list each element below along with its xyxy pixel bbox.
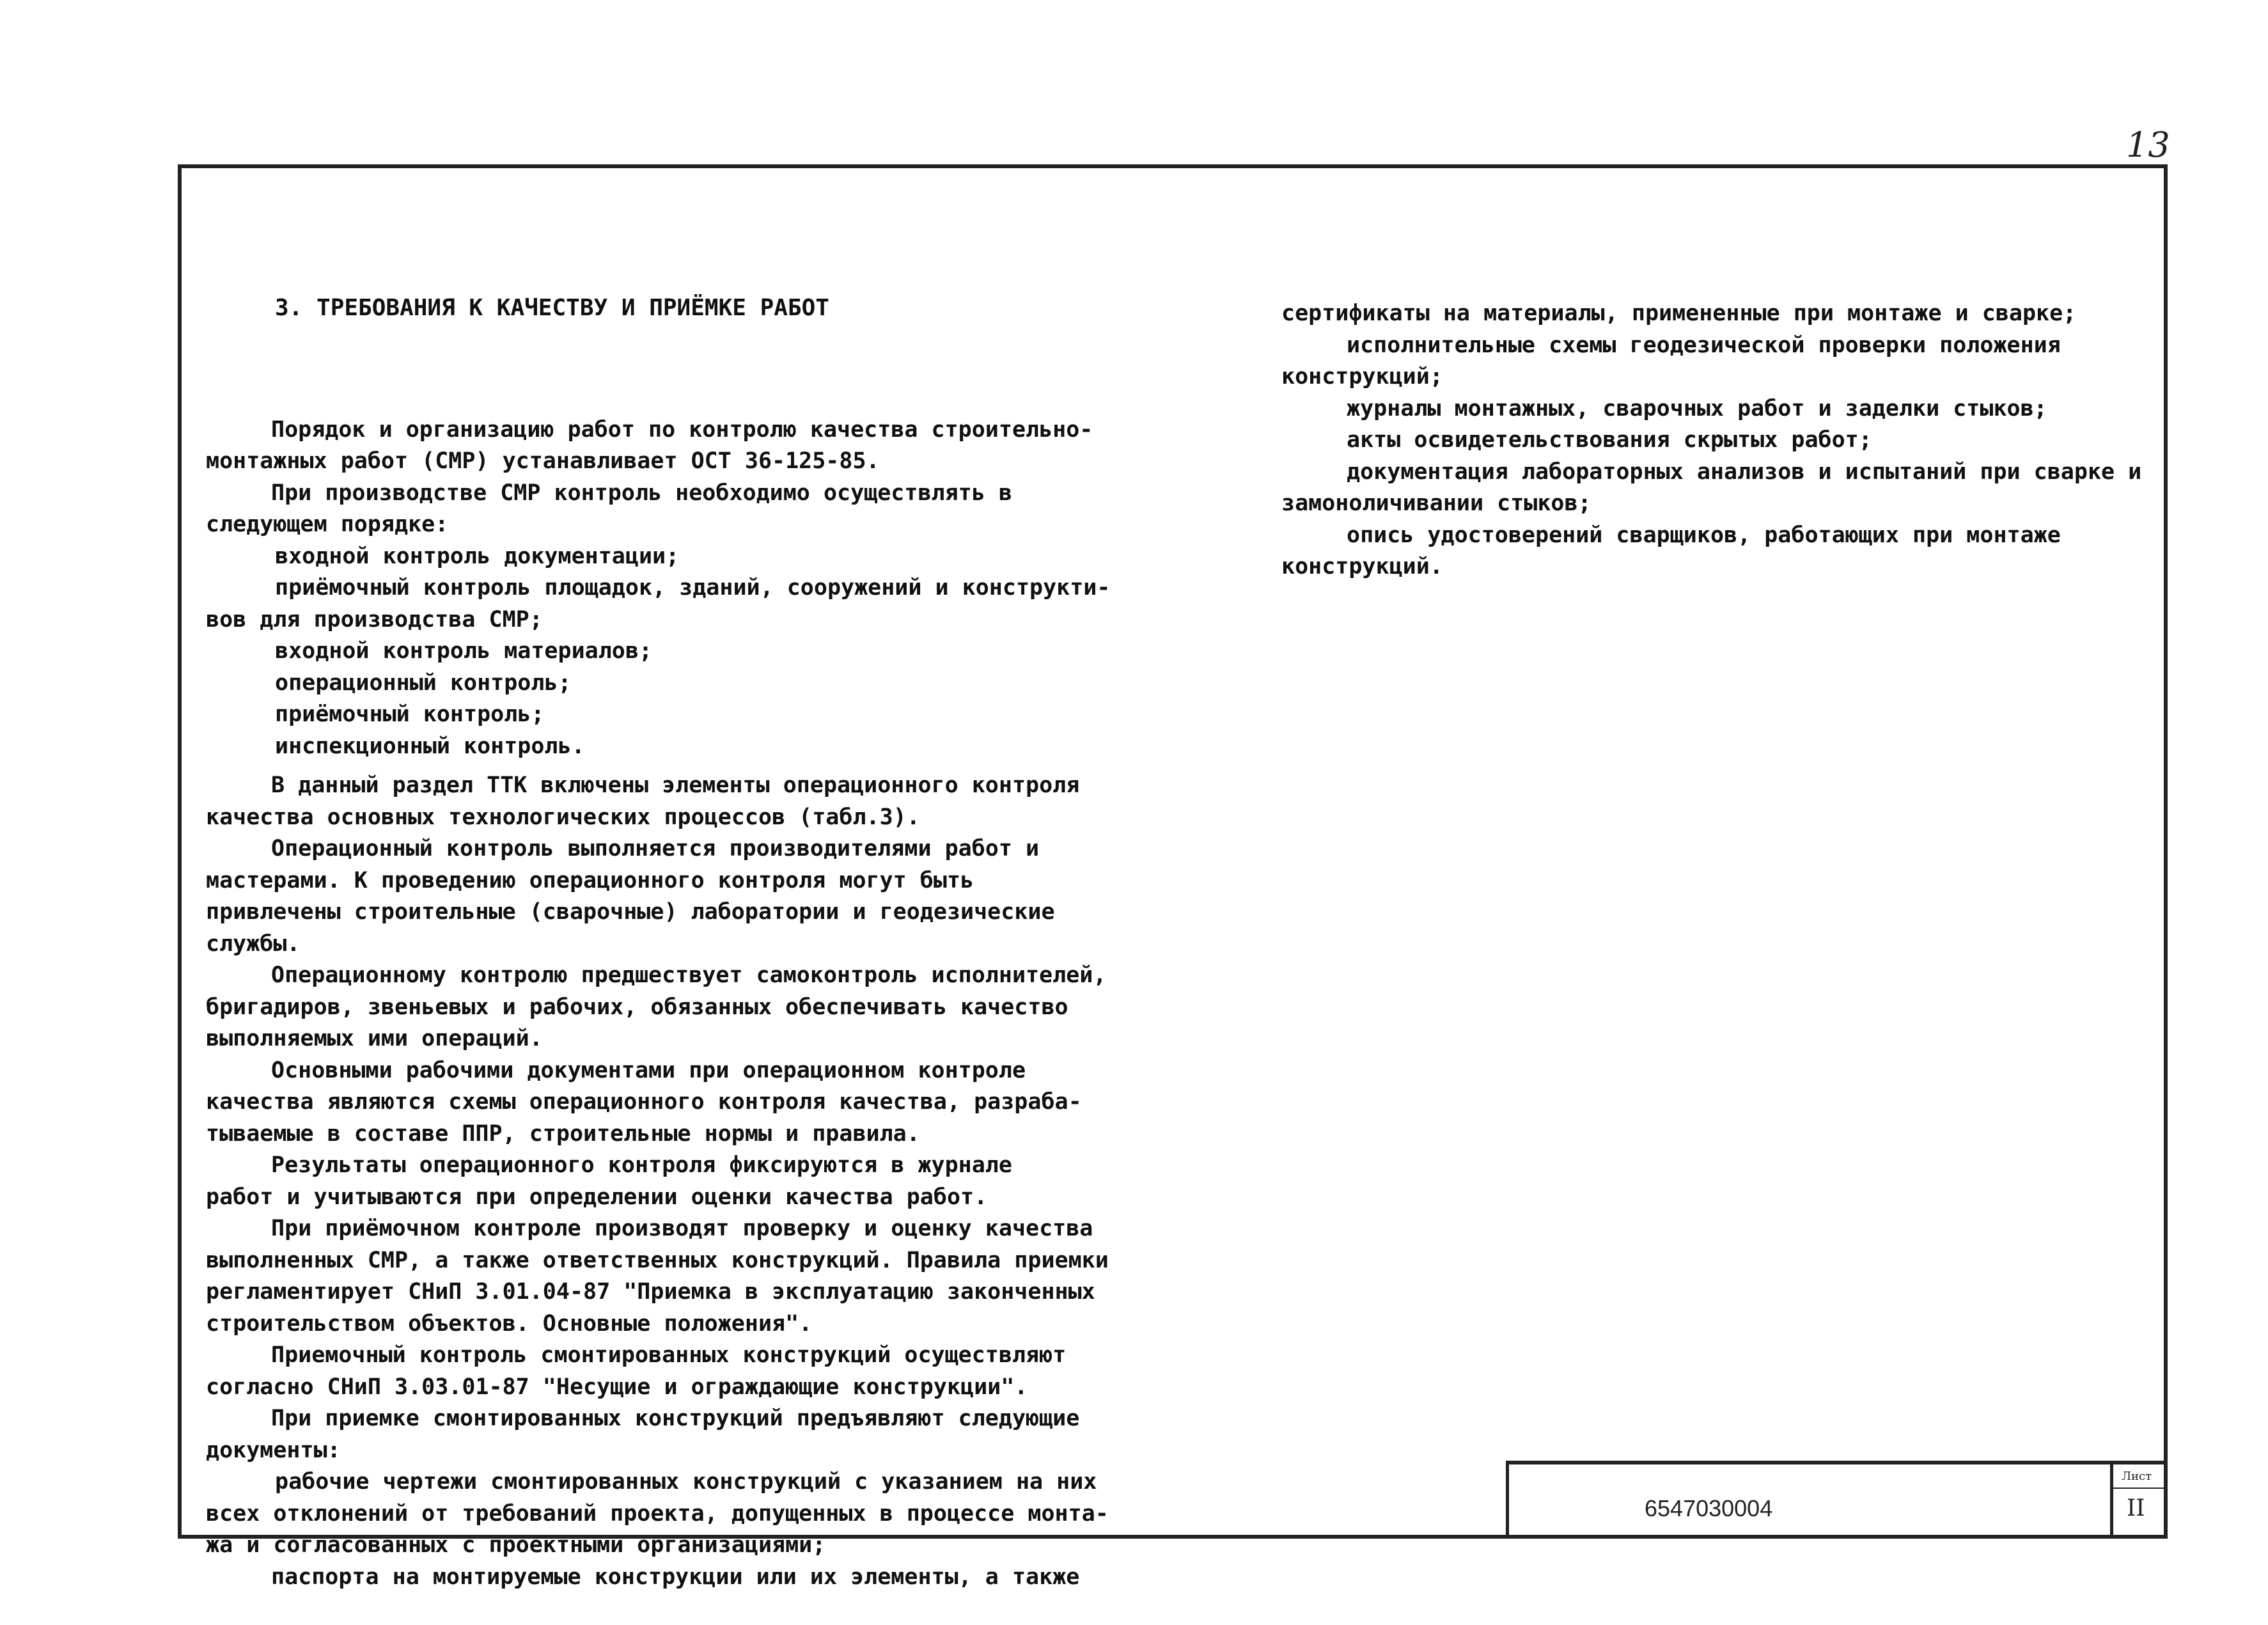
right-paragraphs [1281,298,2141,583]
left-text-line: Операционному контролю предшествует самоконтроль исполнителей, [271,962,1107,988]
page-number: 13 [2126,125,2170,165]
left-text-line: Операционный контроль выполняется производителями работ и [271,836,1040,861]
left-text-column [206,229,1110,1625]
left-text-line: всех отклонений от требований проекта, допущенных в процессе монта- [206,1500,1109,1527]
left-text-line: качества основных технологических процессов (табл.3). [206,804,920,830]
right-text-line: сертификаты на материалы, примененные при монтаже и сварке; [1281,301,2077,326]
left-text-line: При приемке смонтированных конструкций предъявляют следующие [271,1406,1080,1431]
right-text-column [1281,235,2141,615]
left-text-line: согласно СНиП 3.03.01-87 "Несущие и ограждающие конструкции". [206,1374,1028,1400]
left-text-line: службы. [206,930,301,957]
right-text-line: конструкций; [1281,364,1443,389]
left-text-line: качества являются схемы операционного контроля качества, разраба- [206,1089,1082,1115]
left-text-line: приёмочный контроль; [275,702,545,727]
left-paragraphs [206,414,1110,1594]
left-text-line: Основными рабочими документами при операционном контроле [271,1057,1026,1083]
left-text-line: паспорта на монтируемые конструкции или их элементы, а также [271,1564,1080,1590]
title-block-top-line [1506,1461,2168,1464]
left-text-line: Приемочный контроль смонтированных конструкций осуществляют [271,1342,1067,1368]
left-text-line: бригадиров, звеньевых и рабочих, обязанных обеспечивать качество [206,994,1068,1020]
left-text-line: тываемые в составе ППР, строительные нормы и правила. [206,1120,920,1147]
right-text-line: конструкций. [1281,554,1443,579]
right-text-line: замоноличивании стыков; [1281,491,1592,516]
right-text-line: исполнительные схемы геодезической проверки положения [1347,332,2061,358]
left-text-line: Результаты операционного контроля фиксируются в журнале [271,1152,1012,1178]
left-text-line: документы: [206,1437,341,1463]
left-text-line: монтажных работ (СМР) устанавливает ОСТ 36-125-85. [206,448,880,474]
frame-border-right [2164,164,2168,1538]
left-text-line: выполненных СМР, а также ответственных конструкций. Правила приемки [206,1247,1109,1273]
left-text-line: входной контроль документации; [275,543,680,569]
frame-border-top [178,164,2168,168]
left-text-line: входной контроль материалов; [275,638,653,664]
frame-border-left [178,164,182,1538]
left-text-line: В данный раздел ТТК включены элементы операционного контроля [271,773,1080,798]
left-text-line: рабочие чертежи смонтированных конструкций с указанием на них [275,1469,1097,1495]
left-text-line: жа и согласованных с проектными организациями; [206,1532,826,1558]
left-text-line: привлечены строительные (сварочные) лаборатории и геодезические [206,899,1055,925]
right-text-line: опись удостоверений сварщиков, работающих при монтаже [1347,522,2061,548]
left-text-line: инспекционный контроль. [275,733,585,759]
sheet-number: II [2127,1495,2145,1521]
left-text-line: работ и учитываются при определении оценки качества работ. [206,1184,988,1210]
section-heading: 3. ТРЕБОВАНИЯ К КАЧЕСТВУ И ПРИЁМКЕ РАБОТ [275,295,829,321]
sheet-cell-divider [2110,1464,2113,1536]
sheet-label: Лист [2122,1470,2152,1483]
left-text-line: Порядок и организацию работ по контролю качества строительно- [271,416,1093,443]
left-text-line: При производстве СМР контроль необходимо осуществлять в [271,480,1012,506]
left-text-line: выполняемых ими операций. [206,1026,543,1051]
right-text-line: документация лабораторных анализов и испытаний при сварке и [1347,459,2142,485]
left-text-line: регламентирует СНиП 3.01.04-87 "Приемка в эксплуатацию законченных [206,1279,1095,1305]
left-text-line: вов для производства СМР; [206,606,543,632]
left-text-line: мастерами. К проведению операционного контроля могут быть [206,867,974,893]
left-text-line: При приёмочном контроле производят проверку и оценку качества [271,1216,1093,1241]
right-text-line: журналы монтажных, сварочных работ и заделки стыков; [1347,395,2047,421]
title-block-left-line [1506,1461,1509,1537]
document-code: 6547030004 [1645,1495,1773,1521]
left-text-line: приёмочный контроль площадок, зданий, сооружений и конструкти- [275,575,1111,601]
left-text-line: следующем порядке: [206,512,449,537]
sheet-cell-header-line [2110,1488,2164,1489]
left-text-line: строительством объектов. Основные положения". [206,1310,813,1337]
right-text-line: акты освидетельствования скрытых работ; [1347,427,1872,453]
left-text-line: операционный контроль; [275,670,572,696]
